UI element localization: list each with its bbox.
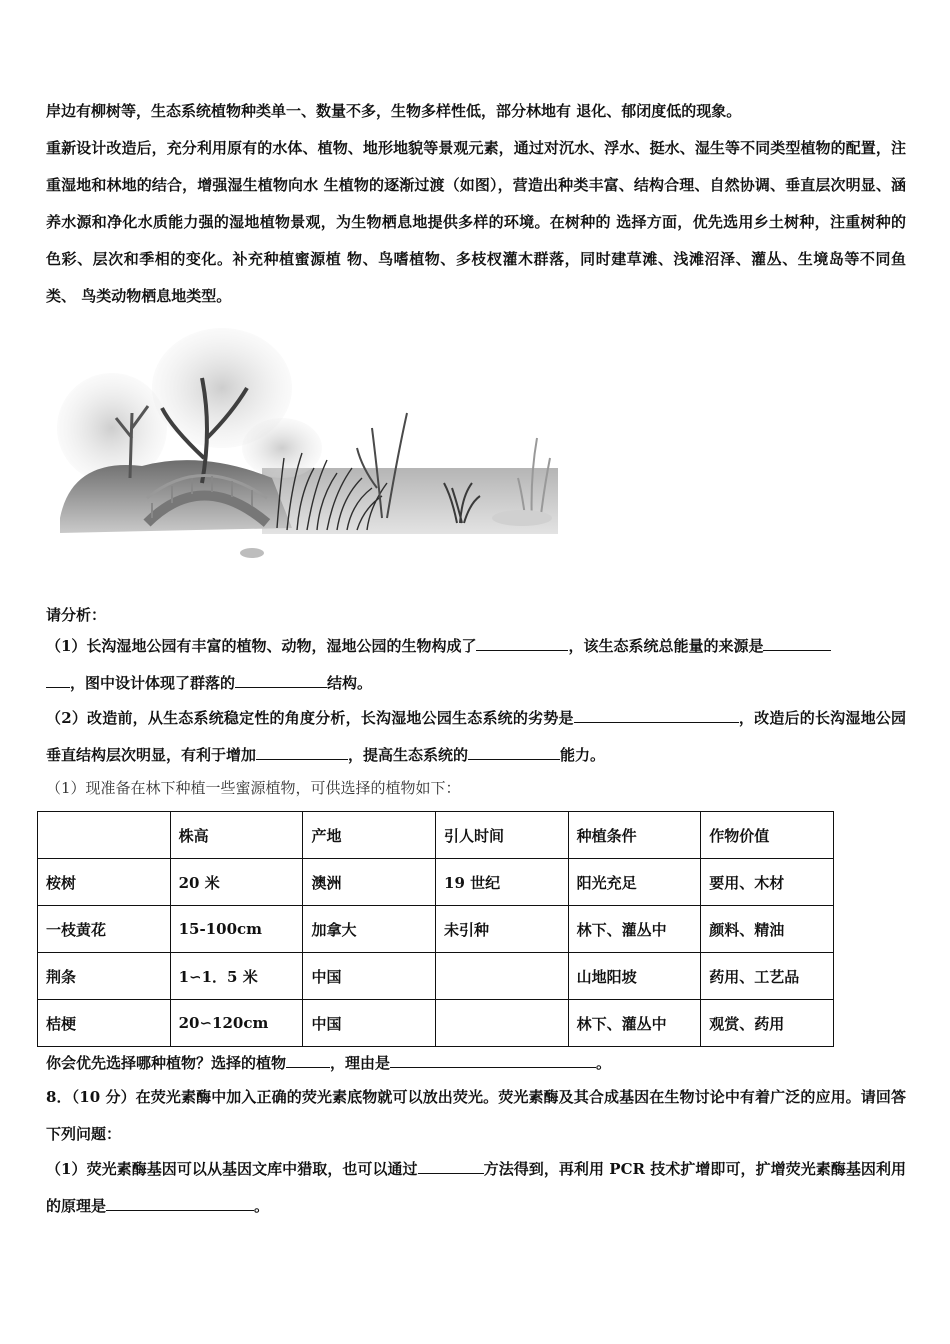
answer-blank[interactable] <box>390 1053 596 1068</box>
question-2-text-b: ，改造后的长沟湿地公园垂直结构层次明显，有利于增加 <box>46 709 906 764</box>
question-8-text-a: （1）荧光素酶基因可以从基因文库中猎取，也可以通过 <box>46 1160 418 1178</box>
question-3-intro: （1）现准备在林下种植一些蜜源植物，可供选择的植物如下： <box>46 779 461 797</box>
question-2 <box>46 700 906 774</box>
table-cell: 中国 <box>303 1000 436 1047</box>
table-cell: 观赏、药用 <box>701 1000 834 1047</box>
table-cell: 山地阳坡 <box>568 953 701 1000</box>
table-header-cell: 株高 <box>170 812 303 859</box>
question-2-text-d: 能力。 <box>560 746 606 764</box>
plant-options-table <box>37 811 834 1047</box>
table-cell: 颜料、精油 <box>701 906 834 953</box>
analysis-heading: 请分析： <box>46 606 107 624</box>
answer-blank[interactable] <box>574 708 739 723</box>
table-cell: 15-100cm <box>170 906 303 953</box>
table-row <box>38 953 834 1000</box>
table-cell: 20 米 <box>170 859 303 906</box>
table-header-cell: 种植条件 <box>568 812 701 859</box>
question-1 <box>46 628 906 702</box>
table-cell: 林下、灌丛中 <box>568 906 701 953</box>
table-cell: 药用、工艺品 <box>701 953 834 1000</box>
question-2-text-a: （2）改造前，从生态系统稳定性的角度分析，长沟湿地公园生态系统的劣势是 <box>46 709 574 727</box>
table-cell: 一枝黄花 <box>38 906 171 953</box>
answer-blank[interactable] <box>418 1159 484 1174</box>
table-header-cell: 作物价值 <box>701 812 834 859</box>
table-header-cell: 引人时间 <box>436 812 569 859</box>
table-cell: 桉树 <box>38 859 171 906</box>
answer-blank[interactable] <box>46 673 70 688</box>
intro-line-1: 岸边有柳树等，生态系统植物种类单一、数量不多，生物多样性低，部分林地有 退化、郁闭度低的现象。 <box>46 102 742 120</box>
answer-blank[interactable] <box>106 1196 254 1211</box>
table-cell <box>436 953 569 1000</box>
question-1-text-d: 结构。 <box>327 674 373 692</box>
plant-choice-text-a: 你会优先选择哪种植物？选择的植物 <box>46 1054 287 1072</box>
table-cell: 未引种 <box>436 906 569 953</box>
question-1-text-c: ，图中设计体现了群落的 <box>70 674 236 692</box>
question-8-text-c: 。 <box>254 1197 270 1215</box>
answer-blank[interactable] <box>235 673 327 688</box>
table-cell: 阳光充足 <box>568 859 701 906</box>
question-2-text-c: ，提高生态系统的 <box>348 746 469 764</box>
table-header-cell <box>38 812 171 859</box>
table-row <box>38 859 834 906</box>
plant-choice-question <box>46 1045 906 1082</box>
intro-paragraph-2: 重新设计改造后，充分利用原有的水体、植物、地形地貌等景观元素，通过对沉水、浮水、挺水、湿生等不同类型植物的配置，注重湿地和林地的结合，增强湿生植物向水 生植物的逐渐过渡（如图），营造出种类丰富、结构合理、自然协调、垂直层次明显、涵养水源和净化水质能力强的湿地植物景观，为生物栖息地提供多样的环境。在树种的 选择方面，优先选用乡土树种，注重树种的色彩、层次和季相的变化。补充种植蜜源植 物、鸟嗜植物、多枝杈灌木群落，同时建草滩、浅滩沼泽、灌丛、生境岛等不同鱼类、 鸟类动物栖息地类型。 <box>46 139 906 305</box>
table-cell: 桔梗 <box>38 1000 171 1047</box>
table-header-row <box>38 812 834 859</box>
question-1-text-b: ，该生态系统总能量的来源是 <box>568 637 764 655</box>
wetland-illustration <box>52 318 558 564</box>
answer-blank[interactable] <box>476 636 568 651</box>
question-1-text-a: （1）长沟湿地公园有丰富的植物、动物，湿地公园的生物构成了 <box>46 637 477 655</box>
table-cell: 中国 <box>303 953 436 1000</box>
question-8-text-b: 方法得到，再利用 PCR 技术扩增即可，扩增荧光素酶基因利用的原理是 <box>46 1160 906 1215</box>
table-cell: 荆条 <box>38 953 171 1000</box>
table-cell: 要用、木材 <box>701 859 834 906</box>
plant-choice-text-b: ，理由是 <box>330 1054 391 1072</box>
table-cell: 澳洲 <box>303 859 436 906</box>
answer-blank[interactable] <box>468 745 560 760</box>
table-row <box>38 1000 834 1047</box>
table-cell <box>436 1000 569 1047</box>
answer-blank[interactable] <box>286 1053 330 1068</box>
table-header-cell: 产地 <box>303 812 436 859</box>
table-cell: 加拿大 <box>303 906 436 953</box>
question-8-intro: 8．（10 分）在荧光素酶中加入正确的荧光素底物就可以放出荧光。荧光素酶及其合成基因在生物讨论中有着广泛的应用。请回答下列问题： <box>46 1088 906 1143</box>
table-cell: 20∽120cm <box>170 1000 303 1047</box>
table-cell: 林下、灌丛中 <box>568 1000 701 1047</box>
table-cell: 19 世纪 <box>436 859 569 906</box>
answer-blank[interactable] <box>763 636 831 651</box>
answer-blank[interactable] <box>256 745 348 760</box>
table-row <box>38 906 834 953</box>
table-cell: 1∽1．5 米 <box>170 953 303 1000</box>
intro-paragraph <box>46 93 906 315</box>
question-8-part-1 <box>46 1151 906 1225</box>
plant-choice-text-c: 。 <box>596 1054 612 1072</box>
